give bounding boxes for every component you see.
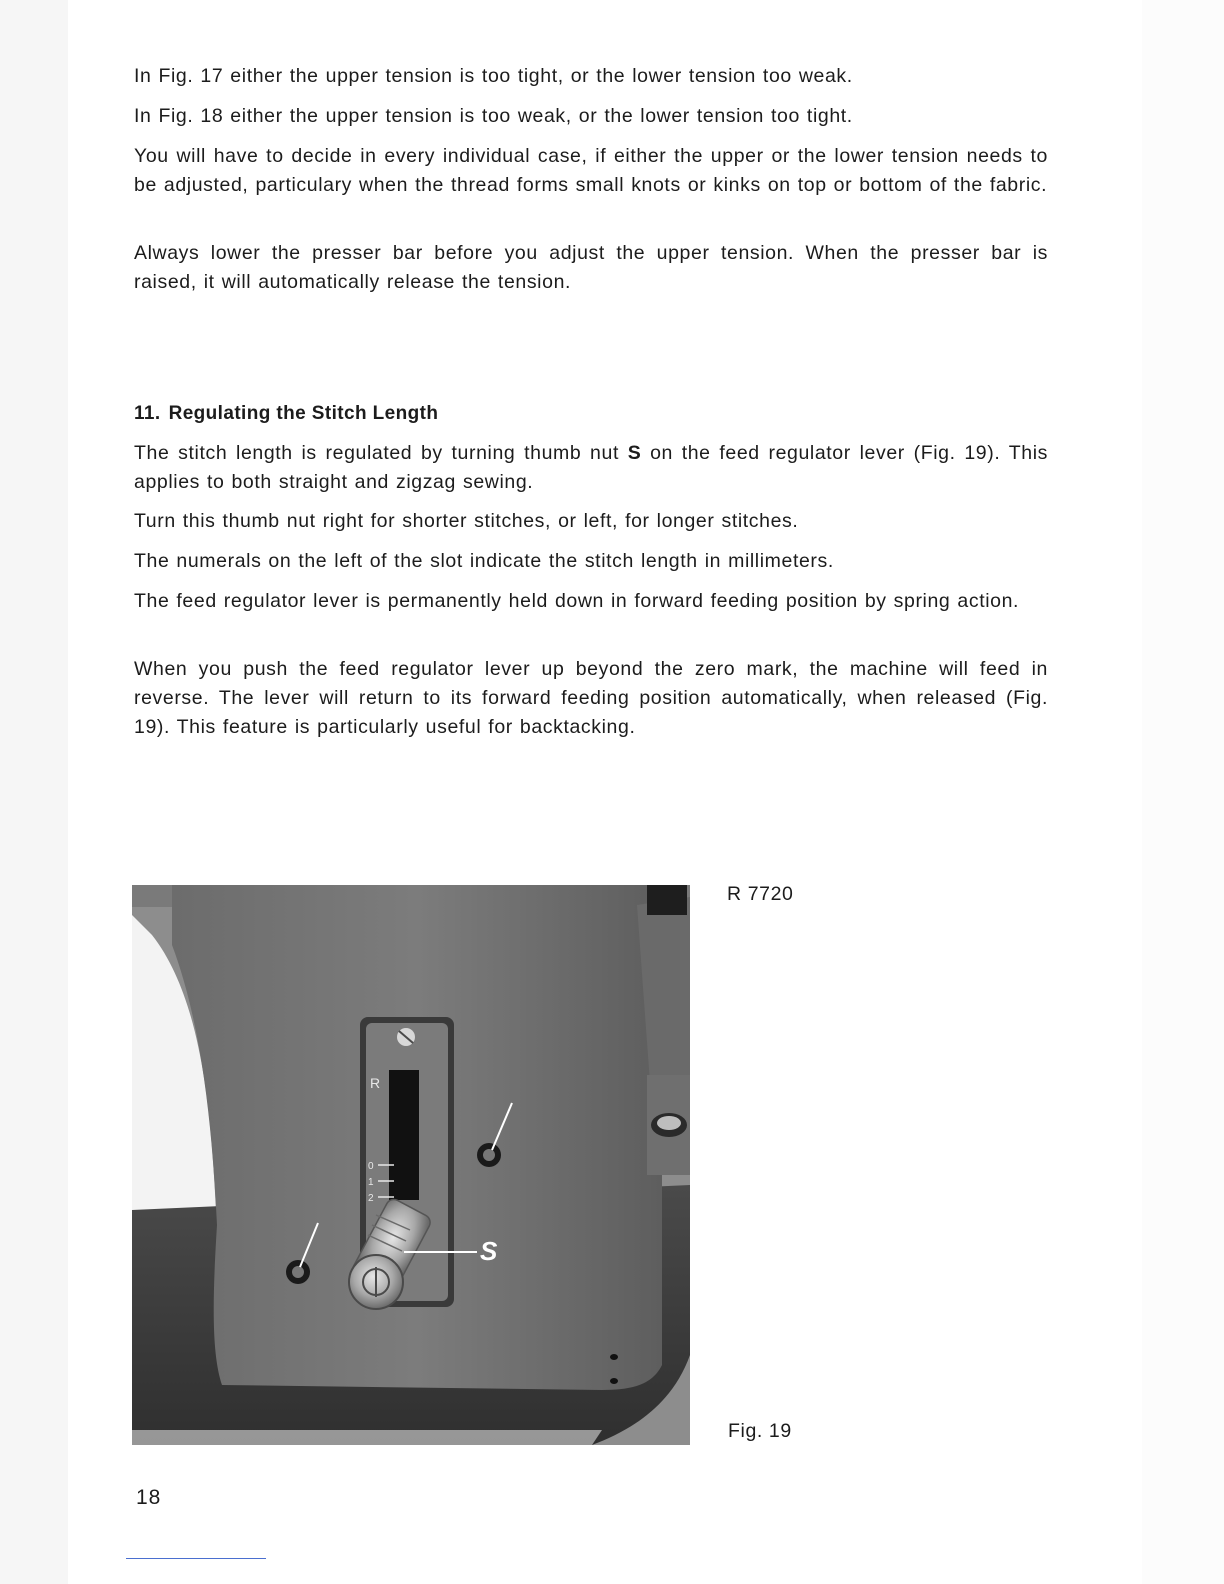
scale-number-1: 1 bbox=[368, 1177, 374, 1188]
paragraph-fig17: In Fig. 17 either the upper tension is too tight, or the lower tension too weak. bbox=[134, 65, 853, 87]
scan-margin-right bbox=[1142, 0, 1224, 1584]
scale-number-0: 0 bbox=[368, 1161, 374, 1172]
figure-19-photo bbox=[132, 885, 690, 1445]
plate-letter-r: R bbox=[370, 1075, 381, 1091]
paragraph-stitch-regulated-a: The stitch length is regulated by turning thumb nut bbox=[134, 442, 628, 464]
page-number: 18 bbox=[136, 1486, 162, 1509]
paragraph-decide-tension: You will have to decide in every individual case, if either the upper or the lower tension needs to be adjusted, particulary when the thread forms small knots or kinks on top or bottom of the fabric. bbox=[134, 145, 1048, 196]
section-heading bbox=[134, 399, 438, 428]
paragraph-reverse-feed: When you push the feed regulator lever up beyond the zero mark, the machine will feed in reverse. The lever will return to its forward feeding position automatically, when released (Fig. 19). This feature is particularly useful for backtacking. bbox=[134, 658, 1048, 738]
underline-artifact bbox=[126, 1558, 266, 1559]
section-number: 11. bbox=[134, 403, 161, 424]
figure-caption: Fig. 19 bbox=[728, 1420, 792, 1442]
paragraph-turn-thumb-nut: Turn this thumb nut right for shorter stitches, or left, for longer stitches. bbox=[134, 510, 799, 532]
scan-margin-left bbox=[0, 0, 68, 1584]
paragraph-spring-action: The feed regulator lever is permanently held down in forward feeding position by spring action. bbox=[134, 590, 1020, 612]
figure-reference-code: R 7720 bbox=[727, 883, 794, 905]
paragraph-fig18: In Fig. 18 either the upper tension is too weak, or the lower tension too tight. bbox=[134, 105, 853, 127]
paragraph-stitch-regulated bbox=[134, 439, 1048, 497]
callout-label-s: S bbox=[480, 1236, 498, 1266]
paragraph-stitch-regulated-b: on the feed regulator lever (Fig. 19). This applies to both straight and zigzag sewing. bbox=[134, 442, 1048, 493]
thumb-nut-letter: S bbox=[627, 442, 642, 464]
section-title: Regulating the Stitch Length bbox=[168, 403, 439, 424]
paragraph-numerals: The numerals on the left of the slot indicate the stitch length in millimeters. bbox=[134, 550, 834, 572]
scale-number-2: 2 bbox=[368, 1193, 374, 1204]
paragraph-presser-bar: Always lower the presser bar before you adjust the upper tension. When the presser bar is raised, it will automatically release the tension. bbox=[134, 242, 1048, 293]
